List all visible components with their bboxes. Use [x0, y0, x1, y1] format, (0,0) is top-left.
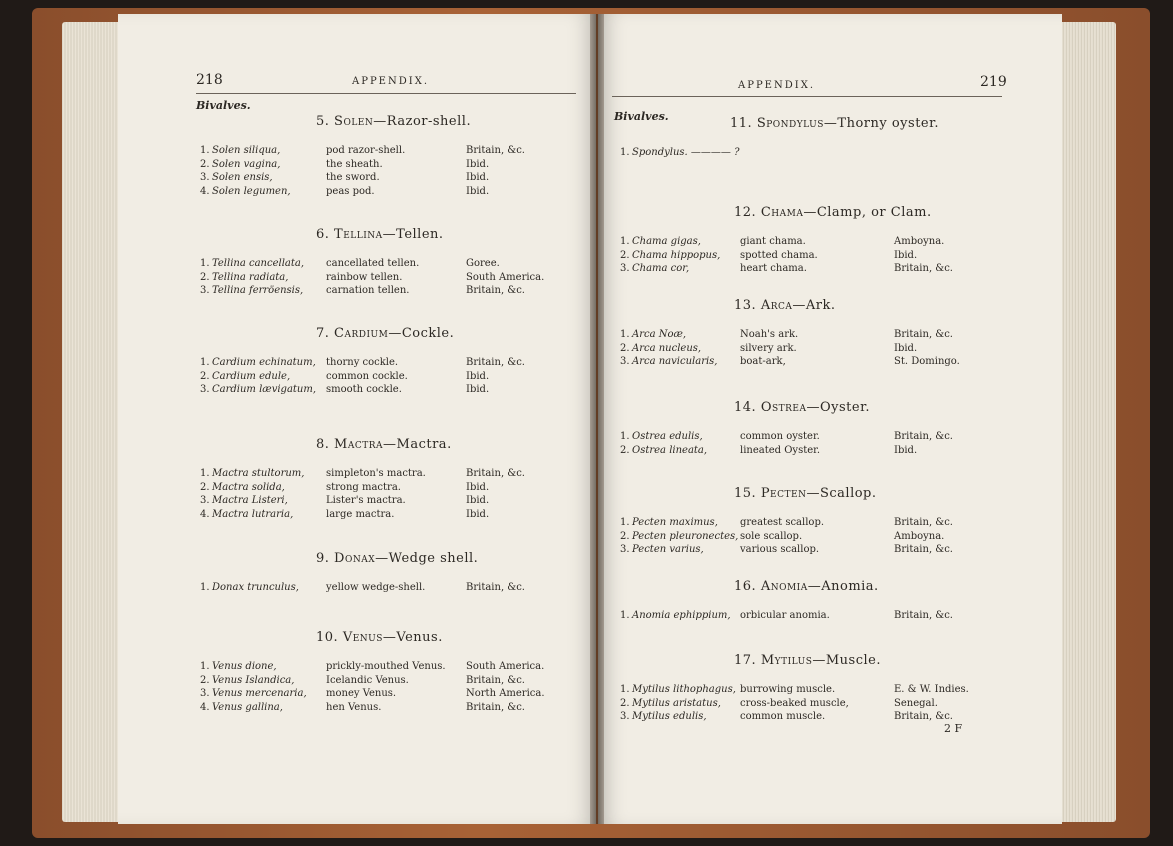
section-number: 11.: [730, 116, 757, 131]
section-heading: [734, 486, 877, 501]
common-name: —Clamp, or Clam.: [803, 205, 932, 220]
english-name: the sword.: [326, 172, 380, 183]
locality: Amboyna.: [894, 236, 945, 247]
english-name: various scallop.: [740, 544, 820, 555]
locality: Ibid.: [466, 481, 490, 493]
latin-name: Solen siliqua,: [212, 145, 281, 156]
english-name: lineated Oyster.: [740, 444, 821, 456]
locality: Goree.: [466, 258, 500, 269]
english-name: pod razor-shell.: [326, 145, 406, 156]
section-number: 13.: [734, 298, 761, 313]
entry-number: 4.: [200, 701, 210, 713]
section-heading: [730, 116, 939, 131]
entry-number: 1.: [620, 517, 630, 528]
latin-name: Ostrea lineata,: [632, 444, 708, 456]
locality: St. Domingo.: [894, 356, 960, 367]
locality: Ibid.: [466, 158, 490, 170]
genus-name: Solen: [334, 114, 374, 129]
latin-name: Venus Islandica,: [212, 674, 295, 686]
locality: E. & W. Indies.: [894, 684, 969, 695]
latin-name: Pecten varius,: [632, 544, 704, 555]
entry-number: 1.: [200, 468, 210, 479]
locality: Britain, &c.: [466, 285, 525, 296]
latin-name: Tellina cancellata,: [212, 258, 305, 269]
english-name: strong mactra.: [326, 481, 401, 493]
latin-name: Arca navicularis,: [632, 356, 718, 367]
entry-number: 2.: [200, 370, 210, 382]
english-name: peas pod.: [326, 185, 375, 197]
common-name: —Oyster.: [806, 400, 870, 415]
section-heading: [734, 205, 932, 220]
genus-name: Anomia: [760, 579, 808, 594]
section-heading: [316, 551, 478, 566]
book-gutter: [590, 14, 604, 824]
entry-number: 2.: [620, 530, 630, 542]
locality: Britain, &c.: [466, 357, 525, 368]
english-name: simpleton's mactra.: [326, 468, 426, 479]
entry-number: 1.: [620, 684, 630, 695]
locality: Britain, &c.: [894, 711, 953, 722]
locality: Ibid.: [466, 370, 490, 382]
genus-name: Mytilus: [760, 653, 813, 668]
right-running-head: APPENDIX.: [738, 80, 815, 91]
locality: Britain, &c.: [894, 517, 953, 528]
locality: Ibid.: [466, 508, 490, 520]
english-name: spotted chama.: [740, 249, 818, 261]
latin-name: Mytilus aristatus,: [632, 697, 721, 709]
section-number: 9.: [316, 551, 335, 566]
genus-name: Donax: [334, 551, 376, 566]
locality: South America.: [466, 271, 545, 283]
english-name: cross-beaked muscle,: [740, 697, 849, 709]
genus-name: Ostrea: [760, 400, 807, 415]
locality: Ibid.: [466, 384, 490, 395]
locality: Ibid.: [894, 342, 918, 354]
entry-number: 2.: [620, 444, 630, 456]
latin-name: Donax trunculus,: [212, 582, 299, 593]
english-name: rainbow tellen.: [326, 271, 403, 283]
entry-number: 3.: [620, 356, 630, 367]
common-name: —Muscle.: [812, 653, 881, 668]
entry-number: 1.: [620, 610, 630, 621]
locality: South America.: [466, 661, 545, 672]
english-name: smooth cockle.: [326, 384, 402, 395]
english-name: common oyster.: [740, 431, 820, 442]
page-edges-right: [1060, 22, 1116, 822]
entry-number: 1.: [200, 661, 210, 672]
right-class-label: Bivalves.: [614, 110, 669, 123]
entry-number: 1.: [620, 329, 630, 340]
latin-name: Tellina ferröensis,: [212, 285, 304, 296]
section-number: 8.: [316, 437, 335, 452]
section-number: 7.: [316, 326, 335, 341]
latin-name: Venus gallina,: [212, 701, 283, 713]
locality: Ibid.: [894, 249, 918, 261]
english-name: boat-ark,: [740, 356, 786, 367]
section-number: 12.: [734, 205, 761, 220]
english-name: sole scallop.: [740, 530, 803, 542]
section-number: 15.: [734, 486, 761, 501]
section-heading: [316, 114, 471, 129]
section-heading: [734, 298, 836, 313]
entry-number: 1.: [200, 258, 210, 269]
common-name: —Thorny oyster.: [823, 116, 940, 131]
locality: Senegal.: [894, 697, 938, 709]
entry-number: 3.: [200, 285, 210, 296]
latin-name: Solen ensis,: [212, 172, 273, 183]
english-name: thorny cockle.: [326, 357, 399, 368]
common-name: —Ark.: [792, 298, 836, 313]
latin-name: Ostrea edulis,: [632, 431, 703, 442]
common-name: —Scallop.: [806, 486, 877, 501]
entry-number: 2.: [620, 697, 630, 709]
english-name: hen Venus.: [326, 701, 382, 713]
entry-number: 4.: [200, 185, 210, 197]
english-name: greatest scallop.: [740, 517, 825, 528]
section-heading: [316, 630, 443, 645]
genus-name: Cardium: [334, 326, 389, 341]
locality: Ibid.: [466, 185, 490, 197]
section-number: 10.: [316, 630, 343, 645]
section-number: 16.: [734, 579, 761, 594]
genus-name: Pecten: [760, 486, 807, 501]
latin-name: Mactra solida,: [212, 481, 285, 493]
entry-number: 3.: [200, 384, 210, 395]
latin-name: Chama cor,: [632, 263, 690, 274]
locality: Ibid.: [894, 444, 918, 456]
latin-name: Cardium edule,: [212, 370, 291, 382]
latin-name: Venus dione,: [212, 661, 277, 672]
latin-name: Anomia ephippium,: [632, 610, 731, 621]
common-name: —Venus.: [382, 630, 443, 645]
entry-number: 1.: [620, 147, 630, 158]
english-name: Lister's mactra.: [326, 495, 406, 506]
latin-name: Solen legumen,: [212, 185, 291, 197]
english-name: Noah's ark.: [740, 329, 799, 340]
latin-name: Arca Noæ,: [632, 329, 687, 340]
entry-number: 3.: [620, 263, 630, 274]
latin-name: Mactra Listeri,: [212, 495, 288, 506]
common-name: —Razor-shell.: [373, 114, 472, 129]
latin-name: Mactra lutraria,: [212, 508, 294, 520]
section-heading: [316, 326, 454, 341]
common-name: —Tellen.: [382, 227, 444, 242]
latin-name: Solen vagina,: [212, 158, 281, 170]
locality: North America.: [466, 688, 545, 699]
english-name: silvery ark.: [740, 342, 797, 354]
english-name: cancellated tellen.: [326, 258, 420, 269]
genus-name: Tellina: [334, 227, 383, 242]
entry-number: 3.: [200, 688, 210, 699]
entry-number: 1.: [620, 431, 630, 442]
latin-name: Chama gigas,: [632, 236, 701, 247]
genus-name: Chama: [760, 205, 804, 220]
section-number: 5.: [316, 114, 335, 129]
entry-number: 2.: [200, 158, 210, 170]
entry-number: 2.: [200, 271, 210, 283]
entry-number: 2.: [620, 249, 630, 261]
latin-name: Cardium echinatum,: [212, 357, 316, 368]
locality: Ibid.: [466, 495, 490, 506]
entry-number: 1.: [200, 145, 210, 156]
latin-name: Tellina radiata,: [212, 271, 289, 283]
locality: Britain, &c.: [466, 468, 525, 479]
left-running-head: APPENDIX.: [352, 76, 429, 87]
left-page-number: 218: [196, 72, 223, 88]
right-page-number: 219: [980, 74, 1007, 90]
english-name: giant chama.: [740, 236, 806, 247]
signature-mark: 2 F: [944, 722, 963, 735]
locality: Britain, &c.: [466, 701, 525, 713]
latin-name: Venus mercenaria,: [212, 688, 307, 699]
entry-number: 1.: [200, 582, 210, 593]
section-number: 17.: [734, 653, 761, 668]
locality: Britain, &c.: [894, 329, 953, 340]
section-number: 6.: [316, 227, 335, 242]
common-name: —Mactra.: [383, 437, 452, 452]
common-name: —Cockle.: [388, 326, 455, 341]
left-head-rule: [196, 93, 576, 94]
latin-name: Chama hippopus,: [632, 249, 721, 261]
section-heading: [734, 400, 870, 415]
locality: Britain, &c.: [894, 431, 953, 442]
section-heading: [734, 653, 881, 668]
entry-number: 1.: [620, 236, 630, 247]
locality: Ibid.: [466, 172, 490, 183]
english-name: Icelandic Venus.: [326, 674, 409, 686]
page-edges-left: [62, 22, 120, 822]
locality: Britain, &c.: [466, 145, 525, 156]
entry-number: 3.: [620, 544, 630, 555]
latin-name: Spondylus. ———— ?: [632, 147, 740, 158]
common-name: —Anomia.: [807, 579, 879, 594]
right-head-rule: [612, 96, 1002, 97]
locality: Britain, &c.: [894, 544, 953, 555]
latin-name: Mytilus lithophagus,: [632, 684, 736, 695]
common-name: —Wedge shell.: [375, 551, 479, 566]
section-heading: [316, 227, 444, 242]
english-name: the sheath.: [326, 158, 383, 170]
entry-number: 4.: [200, 508, 210, 520]
entry-number: 2.: [200, 674, 210, 686]
english-name: carnation tellen.: [326, 285, 410, 296]
latin-name: Mytilus edulis,: [632, 711, 707, 722]
left-class-label: Bivalves.: [196, 99, 251, 112]
latin-name: Pecten pleuronectes,: [632, 530, 739, 542]
english-name: large mactra.: [326, 508, 395, 520]
english-name: common muscle.: [740, 711, 826, 722]
locality: Britain, &c.: [894, 610, 953, 621]
entry-number: 1.: [200, 357, 210, 368]
section-heading: [734, 579, 879, 594]
locality: Britain, &c.: [466, 582, 525, 593]
entry-number: 2.: [620, 342, 630, 354]
english-name: common cockle.: [326, 370, 408, 382]
entry-number: 3.: [200, 495, 210, 506]
english-name: orbicular anomia.: [740, 610, 830, 621]
locality: Britain, &c.: [894, 263, 953, 274]
genus-name: Spondylus: [756, 116, 824, 131]
genus-name: Arca: [760, 298, 793, 313]
english-name: money Venus.: [326, 688, 397, 699]
locality: Amboyna.: [894, 530, 945, 542]
entry-number: 2.: [200, 481, 210, 493]
english-name: burrowing muscle.: [740, 684, 836, 695]
english-name: heart chama.: [740, 263, 807, 274]
latin-name: Arca nucleus,: [632, 342, 702, 354]
section-number: 14.: [734, 400, 761, 415]
genus-name: Mactra: [334, 437, 384, 452]
entry-number: 3.: [200, 172, 210, 183]
genus-name: Venus: [342, 630, 383, 645]
latin-name: Pecten maximus,: [632, 517, 718, 528]
english-name: prickly-mouthed Venus.: [326, 661, 446, 672]
latin-name: Cardium lævigatum,: [212, 384, 317, 395]
section-heading: [316, 437, 452, 452]
latin-name: Mactra stultorum,: [212, 468, 305, 479]
english-name: yellow wedge-shell.: [326, 582, 426, 593]
entry-number: 3.: [620, 711, 630, 722]
locality: Britain, &c.: [466, 674, 525, 686]
